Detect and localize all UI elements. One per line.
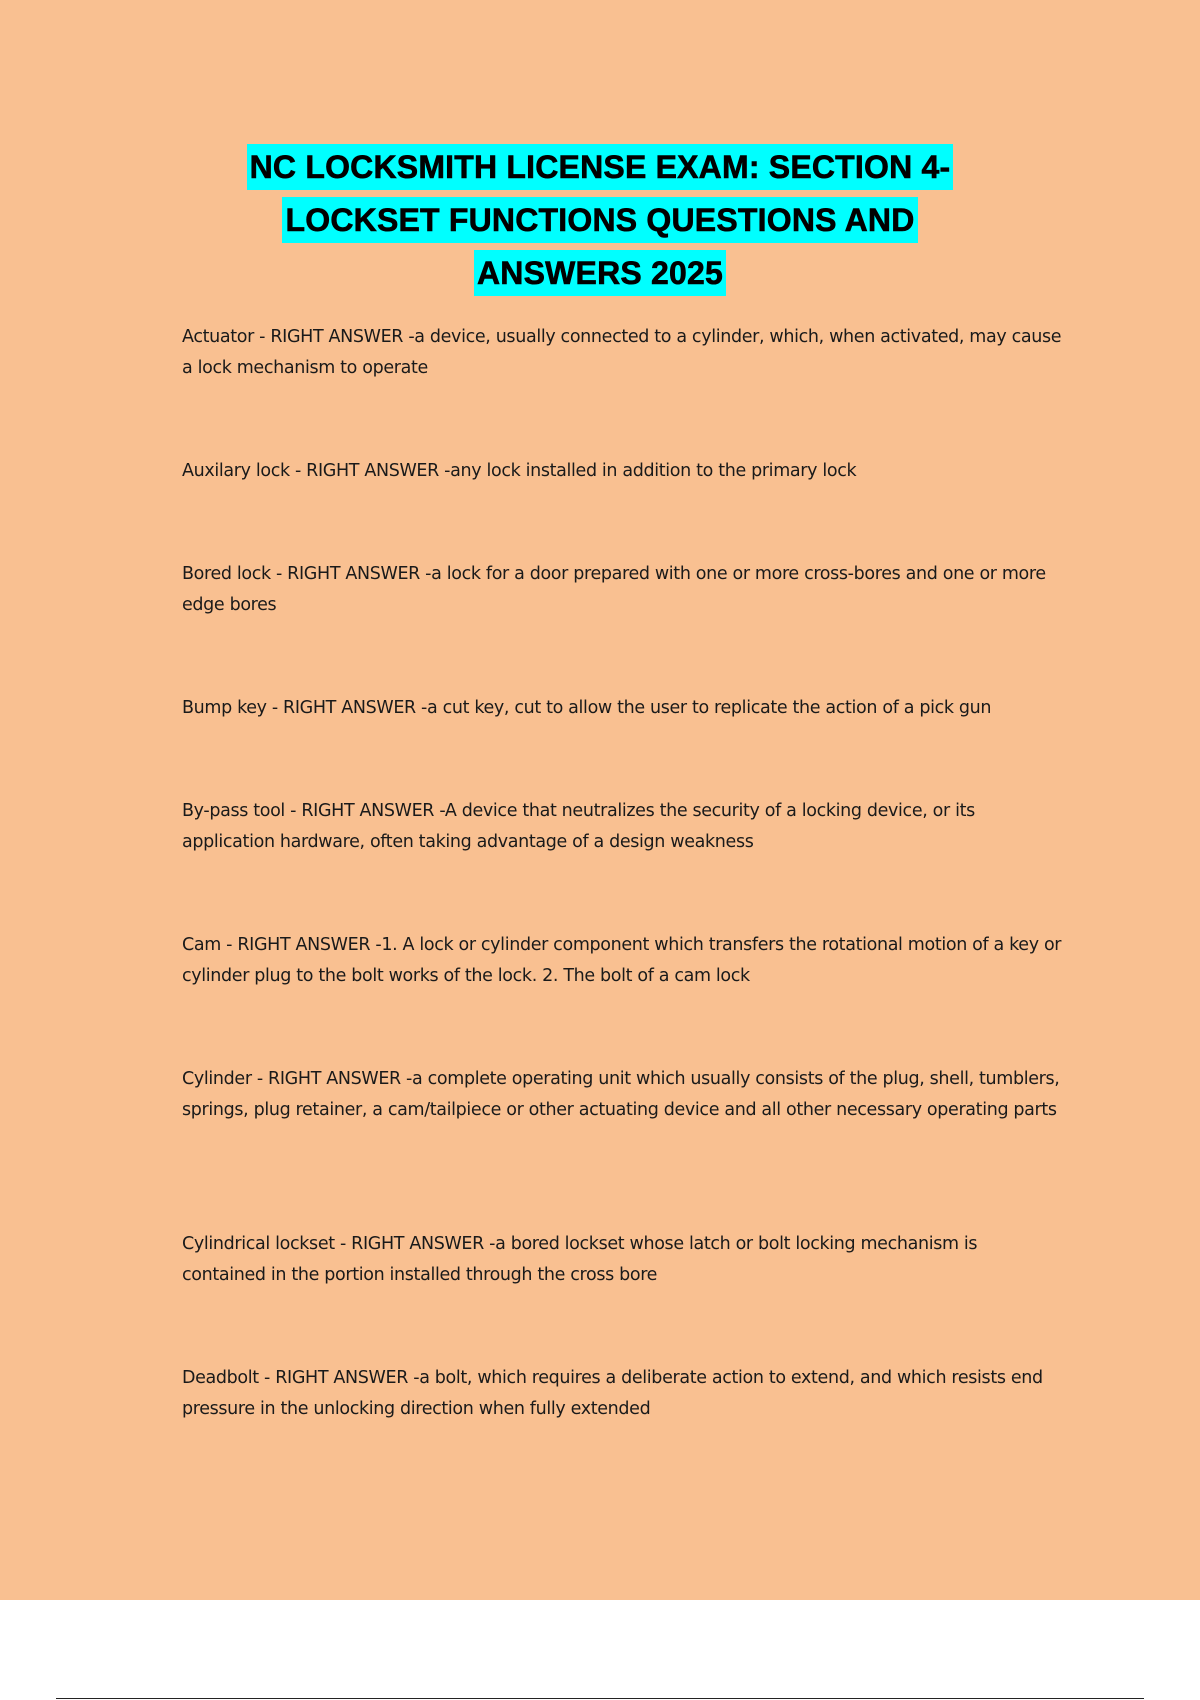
footer-divider [56,1698,1144,1699]
entry-separator: - RIGHT ANSWER - [284,801,445,821]
qa-entry-bump-key [182,693,991,724]
entry-separator: - RIGHT ANSWER - [270,564,432,584]
entry-definition: a lock for a door prepared with one or more cross-bores and one or more edge bores [182,564,1046,615]
entry-definition: 1. A lock or cylinder component which transfers the rotational motion of a key or cylinder plug to the bolt works of the lock. 2. The bolt of a cam lock [182,935,1062,986]
entry-separator: - RIGHT ANSWER - [258,1368,420,1388]
entry-separator: - RIGHT ANSWER - [253,327,415,347]
entry-term: Cam [182,935,221,955]
entry-term: Cylinder [182,1069,252,1089]
entry-definition: any lock installed in addition to the primary lock [450,461,857,481]
entry-term: By-pass tool [182,801,285,821]
qa-entry-cam [182,930,1062,992]
entry-term: Bump key [182,698,267,718]
entry-term: Deadbolt [182,1368,259,1388]
entry-term: Auxilary lock [182,461,290,481]
qa-entry-by-pass-tool [182,796,1062,858]
entry-separator: - RIGHT ANSWER - [251,1069,413,1089]
qa-entry-deadbolt [182,1363,1062,1425]
document-title [0,144,1200,303]
entry-term: Actuator [182,327,254,347]
qa-entry-cylindrical-lockset [182,1229,1062,1291]
title-line-1: NC LOCKSMITH LICENSE EXAM: SECTION 4- [247,144,954,190]
entry-separator: - RIGHT ANSWER - [334,1234,496,1254]
entry-definition: a cut key, cut to allow the user to replicate the action of a pick gun [427,698,992,718]
qa-entry-actuator [182,322,1062,384]
qa-entry-auxilary-lock [182,456,856,487]
qa-entry-bored-lock [182,559,1062,621]
entry-term: Bored lock [182,564,271,584]
title-line-3: ANSWERS 2025 [474,250,726,296]
entry-definition: a device, usually connected to a cylinder, which, when activated, may cause a lock mechanism to operate [182,327,1062,378]
entry-definition: a bolt, which requires a deliberate action to extend, and which resists end pressure in the unlocking direction when fully extended [182,1368,1043,1419]
entry-separator: - RIGHT ANSWER - [289,461,451,481]
entry-definition: a complete operating unit which usually consists of the plug, shell, tumblers, springs, plug retainer, a cam/tailpiece or other actuating device and all other necessary operating parts [182,1069,1060,1120]
entry-term: Cylindrical lockset [182,1234,335,1254]
qa-entry-cylinder [182,1064,1062,1126]
title-line-2: LOCKSET FUNCTIONS QUESTIONS AND [282,197,917,243]
entry-separator: - RIGHT ANSWER - [220,935,382,955]
entry-separator: - RIGHT ANSWER - [266,698,428,718]
entry-definition: A device that neutralizes the security of a locking device, or its application hardware, often taking advantage of a design weakness [182,801,975,852]
entry-definition: a bored lockset whose latch or bolt locking mechanism is contained in the portion installed through the cross bore [182,1234,978,1285]
